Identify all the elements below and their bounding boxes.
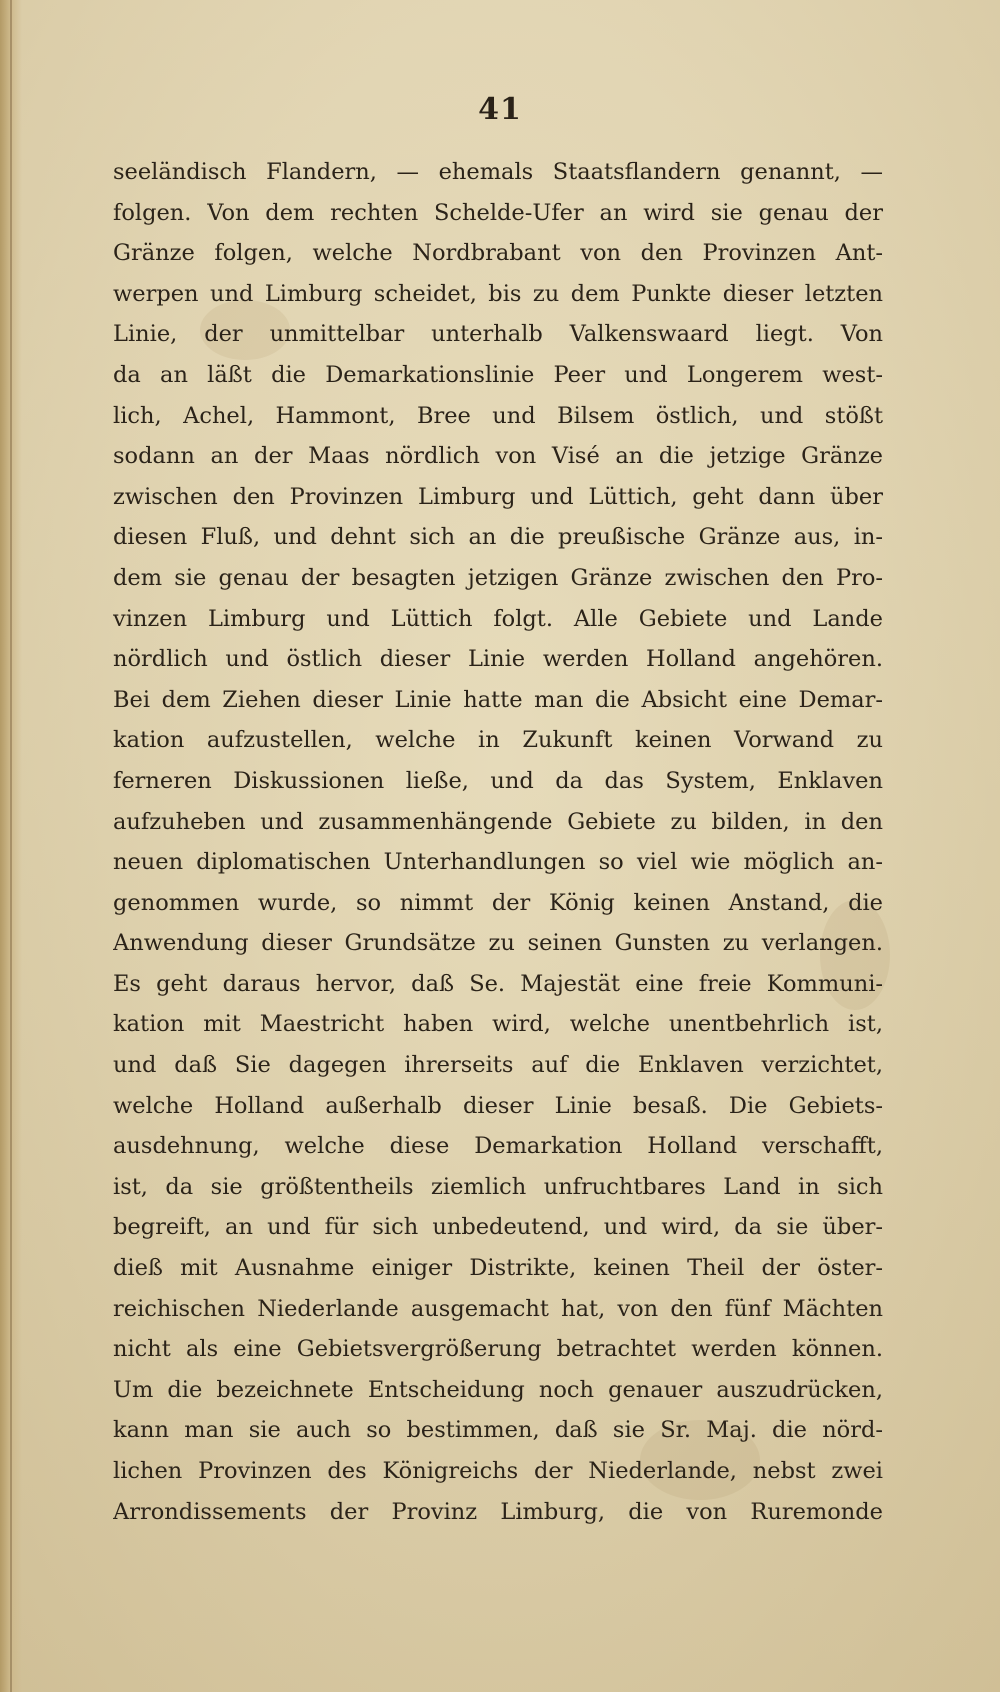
text-line: kation mit Maestricht haben wird, welche unentbehrlich ist, bbox=[113, 1011, 883, 1038]
text-line: Linie, der unmittelbar unterhalb Valkenswaard liegt. Von bbox=[113, 321, 883, 348]
text-line: aufzuheben und zusammenhängende Gebiete zu bilden, in den bbox=[113, 808, 883, 835]
text-line: welche Holland außerhalb dieser Linie besaß. Die Gebiets- bbox=[113, 1092, 883, 1119]
text-line: dem sie genau der besagten jetzigen Gränze zwischen den Pro- bbox=[113, 564, 883, 591]
text-line: seeländisch Flandern, — ehemals Staatsflandern genannt, — bbox=[113, 159, 883, 185]
text-line: und daß Sie dagegen ihrerseits auf die Enklaven verzichtet, bbox=[113, 1052, 883, 1079]
page-number: 41 bbox=[478, 92, 522, 127]
text-line: vinzen Limburg und Lüttich folgt. Alle Gebiete und Lande bbox=[113, 605, 883, 632]
body-text bbox=[113, 152, 883, 1532]
text-line: nördlich und östlich dieser Linie werden Holland angehören. bbox=[113, 646, 883, 673]
text-line: zwischen den Provinzen Limburg und Lüttich, geht dann über bbox=[113, 483, 883, 510]
text-line: ausdehnung, welche diese Demarkation Holland verschafft, bbox=[113, 1133, 883, 1160]
text-line: begreift, an und für sich unbedeutend, und wird, da sie über- bbox=[113, 1214, 883, 1241]
text-line: lich, Achel, Hammont, Bree und Bilsem östlich, und stößt bbox=[113, 402, 883, 429]
text-line: werpen und Limburg scheidet, bis zu dem Punkte dieser letzten bbox=[113, 280, 883, 307]
text-line: Anwendung dieser Grundsätze zu seinen Gunsten zu verlangen. bbox=[113, 930, 883, 957]
text-line: folgen. Von dem rechten Schelde-Ufer an wird sie genau der bbox=[113, 199, 883, 226]
text-line: Um die bezeichnete Entscheidung noch genauer auszudrücken, bbox=[113, 1376, 883, 1403]
text-line: Arrondissements der Provinz Limburg, die von Ruremonde bbox=[113, 1498, 883, 1525]
text-line: nicht als eine Gebietsvergrößerung betrachtet werden können. bbox=[113, 1336, 883, 1363]
text-line: ferneren Diskussionen ließe, und da das System, Enklaven bbox=[113, 767, 883, 794]
text-line: genommen wurde, so nimmt der König keinen Anstand, die bbox=[113, 889, 883, 916]
text-line: diesen Fluß, und dehnt sich an die preußische Gränze aus, in- bbox=[113, 524, 883, 551]
gutter-line bbox=[10, 0, 12, 1692]
text-line: kation aufzustellen, welche in Zukunft keinen Vorwand zu bbox=[113, 727, 883, 754]
text-line: neuen diplomatischen Unterhandlungen so viel wie möglich an- bbox=[113, 849, 883, 876]
text-line: Es geht daraus hervor, daß Se. Majestät eine freie Kommuni- bbox=[113, 970, 883, 997]
text-line: sodann an der Maas nördlich von Visé an die jetzige Gränze bbox=[113, 443, 883, 470]
text-line: lichen Provinzen des Königreichs der Niederlande, nebst zwei bbox=[113, 1458, 883, 1484]
text-line: Bei dem Ziehen dieser Linie hatte man die Absicht eine Demar- bbox=[113, 686, 883, 713]
text-line: dieß mit Ausnahme einiger Distrikte, keinen Theil der öster- bbox=[113, 1255, 883, 1282]
text-line: ist, da sie größtentheils ziemlich unfruchtbares Land in sich bbox=[113, 1173, 883, 1200]
text-line: kann man sie auch so bestimmen, daß sie Sr. Maj. die nörd- bbox=[113, 1417, 883, 1444]
text-line: reichischen Niederlande ausgemacht hat, von den fünf Mächten bbox=[113, 1295, 883, 1322]
text-line: Gränze folgen, welche Nordbrabant von den Provinzen Ant- bbox=[113, 240, 883, 267]
text-line: da an läßt die Demarkationslinie Peer und Longerem west- bbox=[113, 361, 883, 388]
